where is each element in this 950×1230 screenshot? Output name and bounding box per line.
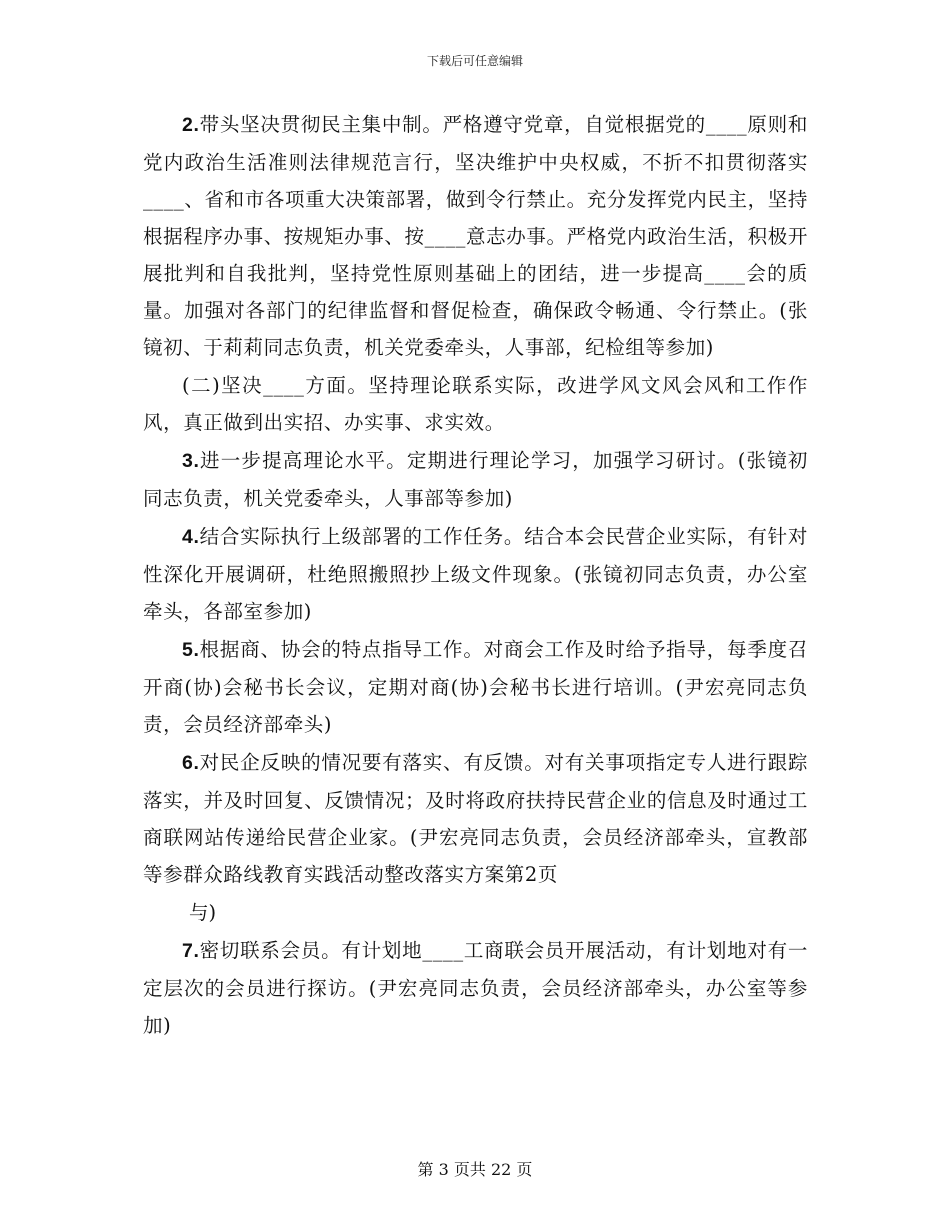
item-number: 7. [182, 940, 200, 962]
paragraph-text: (二)坚决____方面。坚持理论联系实际，改进学风文风会风和工作作风，真正做到出实招、办实事、求实效。 [143, 374, 808, 434]
paragraph-3 [143, 442, 808, 517]
paragraph-text: 进一步提高理论水平。定期进行理论学习，加强学习研讨。(张镜初同志负责，机关党委牵头，人事部等参加) [143, 449, 808, 510]
item-number: 2. [182, 114, 200, 136]
item-number: 6. [182, 752, 200, 774]
paragraph-6-tail: 与) [189, 901, 217, 924]
page-header: 下载后可任意编辑 [426, 54, 523, 68]
item-number: 3. [182, 450, 200, 472]
paragraph-4 [143, 518, 808, 630]
paragraph-2 [143, 106, 808, 366]
page-footer: 第 3 页共 22 页 [417, 1160, 533, 1179]
item-number: 5. [182, 639, 200, 661]
paragraph-text: 密切联系会员。有计划地____工商联会员开展活动，有计划地对有一定层次的会员进行探访。(尹宏亮同志负责，会员经济部牵头，办公室等参加) [143, 939, 808, 1037]
paragraph-text: 根据商、协会的特点指导工作。对商会工作及时给予指导，每季度召开商(协)会秘书长会议，定期对商(协)会秘书长进行培训。(尹宏亮同志负责，会员经济部牵头) [143, 638, 808, 736]
paragraph-text: 带头坚决贯彻民主集中制。严格遵守党章，自觉根据党的____原则和党内政治生活准则法律规范言行，坚决维护中央权威，不折不扣贯彻落实____、省和市各项重大决策部署，做到令行禁止。充分发挥党内民主，坚持根据程序办事、按规矩办事、按____意志办事。严格党内政治生活，积极开展批判和自我批判，坚持党性原则基础上的团结，进一步提高____会的质量。加强对各部门的纪律监督和督促检查，确保政令畅通、令行禁止。(张镜初、于莉莉同志负责，机关党委牵头，人事部，纪检组等参加) [143, 113, 808, 359]
paragraph-5 [143, 631, 808, 743]
paragraph-text: 对民企反映的情况要有落实、有反馈。对有关事项指定专人进行跟踪落实，并及时回复、反馈情况；及时将政府扶持民营企业的信息及时通过工商联网站传递给民营企业家。(尹宏亮同志负责，会员经济部牵头，宣教部等参群众路线教育实践活动整改落实方案第2页 [143, 751, 808, 886]
document-body [143, 106, 808, 1045]
item-number: 4. [182, 526, 200, 548]
paragraph-text: 结合实际执行上级部署的工作任务。结合本会民营企业实际，有针对性深化开展调研，杜绝照搬照抄上级文件现象。(张镜初同志负责，办公室牵头，各部室参加) [143, 525, 808, 623]
paragraph-7 [143, 932, 808, 1044]
paragraph-6 [143, 744, 808, 893]
section-heading-2 [143, 367, 808, 441]
